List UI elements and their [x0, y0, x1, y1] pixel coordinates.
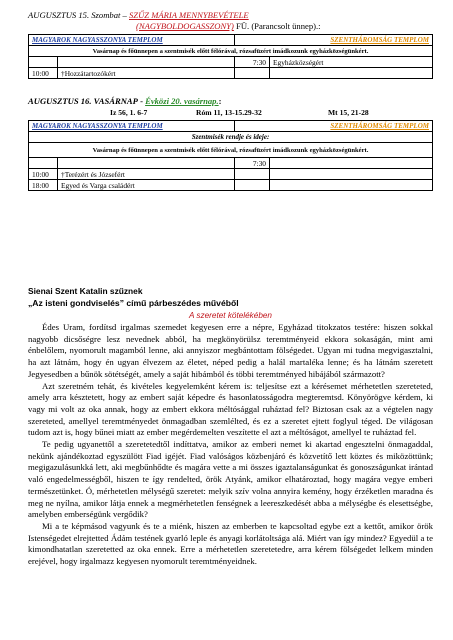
day1-date: AUGUSZTUS 15. Szombat [28, 10, 121, 20]
mass-intention: Egyed és Varga családért [58, 180, 235, 191]
day1-church-left: MAGYAROK NAGYASSZONYA TEMPLOM [29, 35, 235, 46]
day1-heading [28, 10, 433, 32]
day1-feast: SZŰZ MÁRIA MENNYBEVÉTELE [129, 10, 249, 20]
mass-time: 10:00 [29, 68, 58, 79]
day1-rank: FÜ. (Parancsolt ünnep).: [233, 21, 321, 31]
mass-time: 10:00 [29, 169, 58, 180]
mass-intention: †Terézért és Józsefért [58, 169, 235, 180]
reading-gospel: Mt 15, 21-28 [328, 108, 369, 117]
mass-intention: Egyházközségért [270, 57, 433, 68]
article-paragraph: Édes Uram, fordítsd irgalmas szemedet kegyesen erre a népre, Egyházad titokzatos testére: hiszen sokkal nagyobb dicsőségre lesz nevednek abból, ha megkönyörülsz teremtményeid ekkora sokaságán, mint ami énbelőlem, nyomorult magamból lenne, aki annyiszor megbántottam fölségedet. Ugyan mi tudna megvigasztalni, ha azt látnám, hogy én ugyan élvezem az életet, néped pedig a halál martaléka lenne; és ha látnám szeretett Jegyesedben a bűnök sötétségét, amely a saját hibámból és többi teremtményed hibájából származott? [28, 322, 433, 379]
day2-dash: - [137, 96, 146, 106]
day2-church-right: SZENTHÁROMSÁG TEMPLOM [235, 121, 433, 132]
article-body [28, 322, 433, 568]
article-paragraph: Te pedig ugyanettől a szeretetedtől indíttatva, amikor az emberi nemet ki akartad engesztelni önmagaddal, nekünk ajándékoztad egyszülött Fiad igéjét. Fiad valóságos közbenjáró és közvetítő lett köztes és miközöttünk; megigazulásunkká lett, aki megbűnhődte és magára vette a mi összes igaztalanságunkat és gonoszságunkat irántad való engedelmességből, hiszen te így rendelted, örök Atyánk, amikor elhatároztad, hogy magára vegye emberi természetünket. Ó, mérhetetlen mélységű szeretet: melyik szív volna annyira kemény, hogy érzéketlen maradna és meg ne nyílna, amikor látja ennek a megmérhetetlen fenségnek a leereszkedését abba a mélységbe és elesettségbe, amelyben emberségünk vergődik? [28, 439, 433, 520]
table-row [29, 169, 433, 180]
article-subtitle: A szeretet kötelékében [189, 311, 272, 320]
day1-notice: Vasárnap és főünnepen a szentmisék előtt félórával, rózsafüzért imádkozunk egyházközségünkért. [29, 46, 433, 57]
day2-heading [28, 96, 433, 107]
day2-colon: : [218, 96, 222, 106]
mass-intention: †Hozzátartozókért [58, 68, 235, 79]
day2-feast: Évközi 20. vasárnap. [145, 96, 219, 106]
day2-church-left: MAGYAROK NAGYASSZONYA TEMPLOM [29, 121, 235, 132]
day1-dash: – [120, 10, 129, 20]
day1-church-right: SZENTHÁROMSÁG TEMPLOM [235, 35, 433, 46]
article-paragraph: Azt szeretném tehát, és kivételes kegyelemként kérem is: teljesítse ezt a kérésemet mérhetetlen szereteted, amely arra késztetett, hogy az embert saját képedre és hasonlatosságodra megteremtsd. Könyörögve kérdem, ki vagy mi volt az oka annak, hogy az embert ekkora méltósággal ruháztad fel? Biztosan csak az a végtelen nagy szereteted, amellyel teremtményedet önmagadban szemlélted, és ez a szeretet ejtett foglyul téged. De világosan tudom azt is, hogy bűnei miatt az ember megérdemelten veszítette el azt a méltóságot, amellyel te ruháztad fel. [28, 380, 433, 438]
reading-second: Róm 11, 13-15.29-32 [196, 108, 262, 117]
article-author: Sienai Szent Katalin szűznek [28, 286, 143, 296]
day2-schedule-table [28, 120, 433, 191]
day1-feast-line2: (NAGYBOLDOGASSZONY) [136, 21, 234, 31]
article-title: „Az isteni gondviselés” című párbeszédes művéből [28, 298, 239, 308]
mass-time: 18:00 [29, 180, 58, 191]
mass-time: 7:30 [235, 158, 270, 169]
table-row [29, 180, 433, 191]
article-paragraph: Mi a te képmásod vagyunk és te a miénk, hiszen az emberben te kapcsoltad egybe ezt a kettőt, amikor örök Istenségedet elrejtetted Ádám testének gyarló leple és anyagi korlátoltsága alá. Miért van így mindez? Egyedül a te kimondhatatlan szeretetted az oka ennek. Erre a mérhetetlen szeretetedre, arra kérem fölségedet lelkem minden erejével, hogy irgalmazz kegyesen nyomorult teremtményeidnek. [28, 520, 433, 567]
day2-notice: Vasárnap és főünnepen a szentmisék előtt félórával, rózsafüzért imádkozunk egyházközségünkért. [29, 143, 433, 158]
mass-time: 7:30 [235, 57, 270, 68]
reading-first: Iz 56, 1. 6-7 [110, 108, 148, 117]
day1-schedule-table [28, 34, 433, 79]
day2-date: AUGUSZTUS 16. VASÁRNAP [28, 96, 138, 106]
day2-order-title: Szentmisék rendje és ideje: [29, 132, 433, 143]
table-row [29, 68, 433, 79]
table-row [29, 57, 433, 68]
